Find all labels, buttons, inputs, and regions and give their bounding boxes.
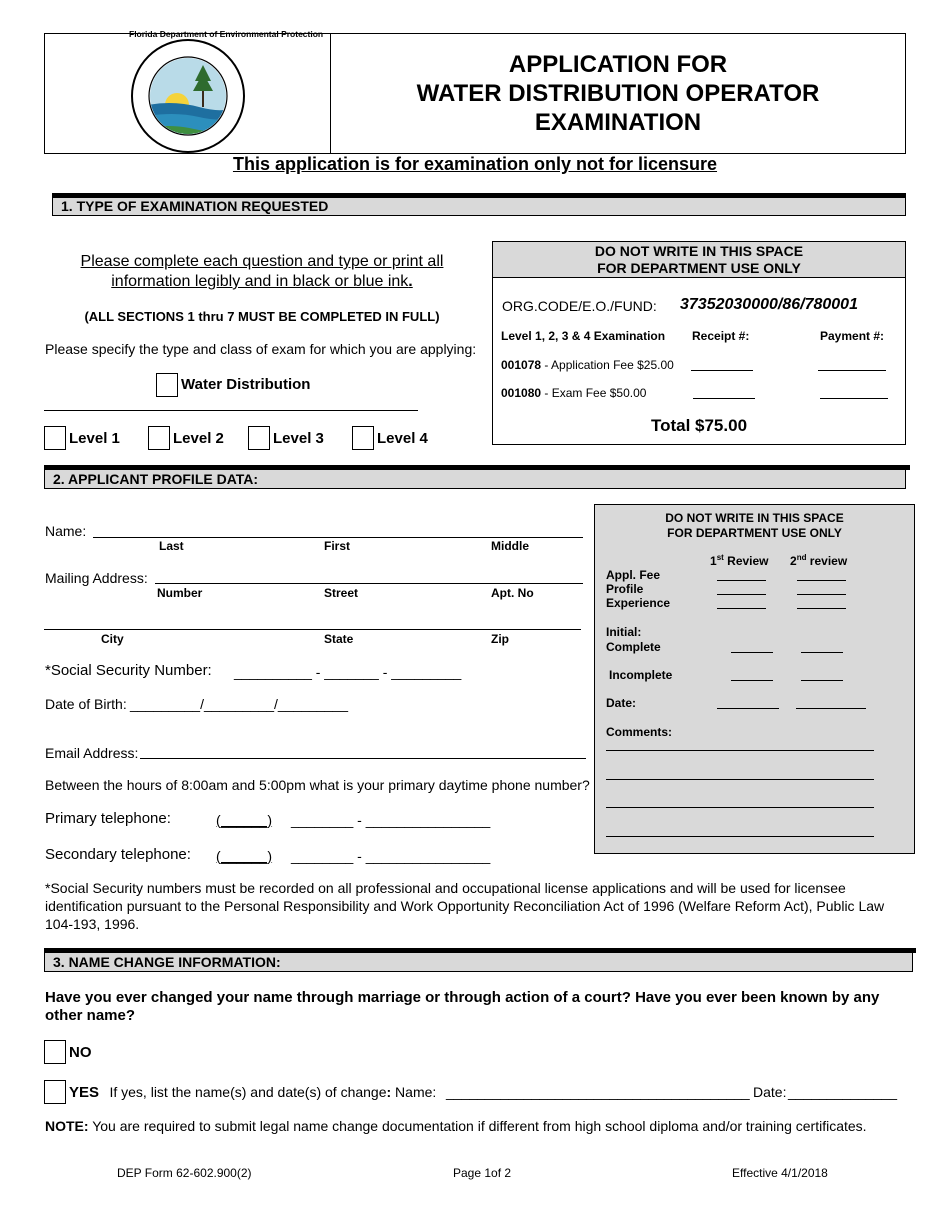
form-subtitle: This application is for examination only not for licensure	[232, 154, 718, 174]
review-line	[797, 580, 846, 581]
name-part-first: First	[324, 539, 351, 553]
instruction-line-1: Please complete each question and type or print all	[80, 253, 444, 270]
name-change-question: Have you ever changed your name through marriage or through action of a court? Have you ever been known by any other name?	[45, 989, 880, 1024]
primary-phone-label: Primary telephone:	[45, 810, 171, 827]
title-line-1: APPLICATION FOR	[508, 51, 728, 78]
mailing-address-field[interactable]	[155, 583, 583, 584]
section3-heading: 3. NAME CHANGE INFORMATION:	[44, 953, 913, 972]
review-line	[797, 594, 846, 595]
level-2-label: Level 2	[173, 430, 224, 447]
complete-line	[801, 652, 843, 653]
name-change-no-label: NO	[69, 1044, 92, 1061]
complete-line	[731, 652, 773, 653]
address-part-street: Street	[324, 586, 359, 600]
dept-use-box-review-title: DO NOT WRITE IN THIS SPACE FOR DEPARTMENT USE ONLY	[665, 511, 844, 540]
email-label: Email Address:	[45, 745, 139, 761]
city-label: City	[101, 632, 124, 646]
ssn-label: *Social Security Number:	[45, 662, 212, 679]
review-line	[717, 608, 766, 609]
svg-text:Florida Department of Environm: Florida Department of Environmental Protection	[129, 29, 324, 39]
incomplete-line	[801, 680, 843, 681]
exam-fee-row: 001080 - Exam Fee $50.00	[501, 386, 647, 400]
name-change-date-label: Date:	[753, 1084, 787, 1100]
state-label: State	[324, 632, 354, 646]
name-change-note: NOTE: You are required to submit legal name change documentation if different from high school diploma and/or training certificates.	[45, 1118, 867, 1134]
address-part-apt: Apt. No	[491, 586, 534, 600]
level-4-label: Level 4	[377, 430, 428, 447]
water-distribution-label: Water Distribution	[181, 376, 311, 393]
dob-label: Date of Birth:	[45, 696, 127, 712]
footer-effective-date: Effective 4/1/2018	[732, 1166, 828, 1180]
secondary-phone-number[interactable]: ________ - ________________	[291, 848, 491, 864]
level-1-checkbox[interactable]	[44, 426, 66, 450]
mailing-address-label: Mailing Address:	[45, 570, 148, 586]
comments-label: Comments:	[606, 725, 673, 739]
comments-line	[606, 807, 874, 808]
ssn-disclaimer: *Social Security numbers must be recorded on all professional and occupational license applications and will be used for licensee identification pursuant to the Personal Responsibility and Work Opportunity Reconciliation Act of 1996 (Welfare Reform Act), Public Law 104-193, 1996.	[45, 880, 885, 932]
address-part-number: Number	[157, 586, 203, 600]
title-line-2: WATER DISTRIBUTION OPERATOR	[416, 80, 820, 107]
email-field[interactable]	[140, 758, 586, 759]
name-change-yes-checkbox[interactable]	[44, 1080, 66, 1104]
org-code-value: 37352030000/86/780001	[680, 296, 858, 313]
dept-use-box-fees-title: DO NOT WRITE IN THIS SPACE FOR DEPARTMENT USE ONLY	[493, 242, 905, 278]
primary-phone-number[interactable]: ________ - ________________	[291, 812, 491, 828]
app-fee-receipt-line	[691, 370, 753, 371]
review-line	[717, 594, 766, 595]
footer-form-number: DEP Form 62-602.900(2)	[117, 1166, 252, 1180]
secondary-phone-area[interactable]: (______)	[216, 848, 273, 864]
comments-line	[606, 836, 874, 837]
water-distribution-checkbox[interactable]	[156, 373, 178, 397]
level-1-label: Level 1	[69, 430, 120, 447]
primary-phone-area[interactable]: (______)	[216, 812, 273, 828]
review-row-profile: Profile	[606, 582, 644, 596]
city-state-zip-field[interactable]	[44, 629, 581, 630]
name-part-middle: Middle	[491, 539, 529, 553]
phone-question: Between the hours of 8:00am and 5:00pm what is your primary daytime phone number?	[45, 777, 590, 793]
comments-line	[606, 779, 874, 780]
review-row-appl-fee: Appl. Fee	[606, 568, 661, 582]
instruction-period: .	[408, 273, 413, 290]
level-3-checkbox[interactable]	[248, 426, 270, 450]
name-change-date-field[interactable]: ______________	[788, 1084, 898, 1100]
review-date-line	[796, 708, 866, 709]
previous-name-field[interactable]: _______________________________________	[446, 1084, 750, 1100]
level-4-checkbox[interactable]	[352, 426, 374, 450]
dob-field[interactable]: _________/_________/_________	[130, 696, 349, 712]
first-review-header: 1st Review	[710, 553, 769, 568]
name-label: Name:	[45, 523, 87, 539]
initial-label: Initial:	[606, 625, 642, 639]
section1-heading: 1. TYPE OF EXAMINATION REQUESTED	[52, 198, 906, 216]
ssn-field[interactable]: __________ - _______ - _________	[234, 664, 462, 680]
dep-logo	[129, 29, 324, 155]
instruction-text	[44, 252, 480, 292]
all-sections-note: (ALL SECTIONS 1 thru 7 MUST BE COMPLETED IN FULL)	[84, 309, 440, 324]
review-date-label: Date:	[606, 696, 637, 710]
org-code-label: ORG.CODE/E.O./FUND:	[502, 298, 657, 314]
app-fee-row: 001078 - Application Fee $25.00	[501, 358, 674, 372]
level-2-checkbox[interactable]	[148, 426, 170, 450]
second-review-header: 2nd review	[790, 553, 848, 568]
secondary-phone-label: Secondary telephone:	[45, 846, 191, 863]
name-field[interactable]	[93, 537, 583, 538]
review-line	[717, 580, 766, 581]
review-row-experience: Experience	[606, 596, 671, 610]
col-payment-label: Payment #:	[820, 329, 885, 343]
col-exam-label: Level 1, 2, 3 & 4 Examination	[501, 329, 666, 343]
complete-label: Complete	[606, 640, 661, 654]
exam-type-rule	[44, 410, 418, 411]
comments-line	[606, 750, 874, 751]
incomplete-label: Incomplete	[609, 668, 673, 682]
footer-page-number: Page 1of 2	[453, 1166, 512, 1180]
exam-fee-payment-line	[820, 398, 888, 399]
incomplete-line	[731, 680, 773, 681]
review-line	[797, 608, 846, 609]
app-fee-payment-line	[818, 370, 886, 371]
section2-heading: 2. APPLICANT PROFILE DATA:	[44, 470, 906, 489]
exam-fee-receipt-line	[693, 398, 755, 399]
specify-text: Please specify the type and class of exam for which you are applying:	[45, 341, 477, 357]
col-receipt-label: Receipt #:	[692, 329, 750, 343]
form-title	[331, 50, 905, 137]
name-part-last: Last	[159, 539, 184, 553]
level-3-label: Level 3	[273, 430, 324, 447]
instruction-line-2: information legibly and in black or blue ink	[111, 273, 409, 290]
fee-total: Total $75.00	[650, 416, 748, 435]
title-line-3: EXAMINATION	[534, 109, 702, 136]
zip-label: Zip	[491, 632, 509, 646]
name-change-no-checkbox[interactable]	[44, 1040, 66, 1064]
name-change-yes-row: YES If yes, list the name(s) and date(s) of change: Name:	[69, 1084, 437, 1101]
review-date-line	[717, 708, 779, 709]
